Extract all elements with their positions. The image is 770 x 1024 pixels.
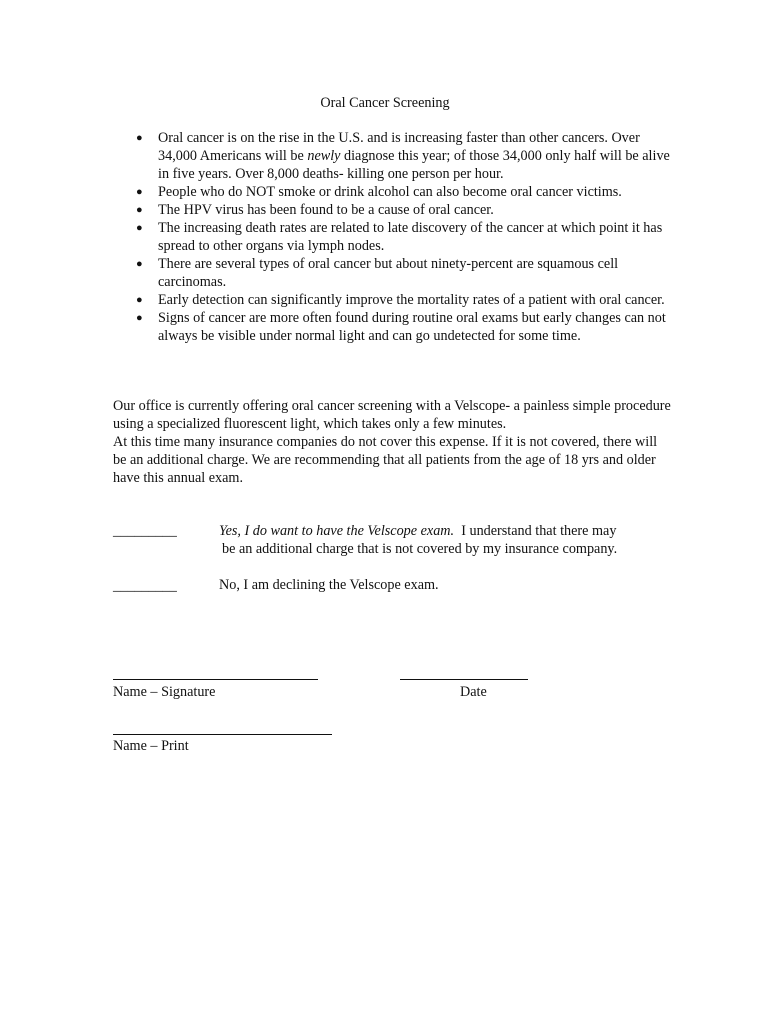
yes-initial-blank[interactable]: _________ — [113, 523, 177, 539]
bullet-text: The increasing death rates are related to late discovery of the cancer at which point it has spread to other organs via lymph nodes. — [158, 220, 663, 254]
bullet-text: diagnose this year; of those 34,000 only half will be alive in five years. Over 8,000 deaths- killing one person per hour. — [158, 148, 670, 182]
yes-rest-text: I understand that there may — [454, 523, 617, 539]
list-item — [136, 219, 670, 255]
bullet-text: Signs of cancer are more often found during routine oral exams but early changes can not always be visible under normal light and can go undetected for some time. — [158, 310, 666, 344]
list-item — [136, 291, 670, 309]
bullet-text: Oral cancer is on the rise in the U.S. and is increasing faster than other cancers. Over 34,000 Americans will be — [158, 130, 640, 164]
page-title: Oral Cancer Screening — [320, 95, 450, 111]
bullet-text: People who do NOT smoke or drink alcohol can also become oral cancer victims. — [158, 184, 622, 200]
yes-consent-text — [219, 522, 669, 558]
print-name-line[interactable] — [113, 734, 332, 735]
date-label: Date — [460, 684, 487, 700]
bullet-icon: ● — [136, 222, 143, 234]
yes-line-two: be an additional charge that is not covered by my insurance company. — [222, 541, 618, 557]
bullet-text: There are several types of oral cancer but about ninety-percent are squamous cell carcinomas. — [158, 256, 619, 290]
no-consent-text: No, I am declining the Velscope exam. — [219, 577, 439, 593]
list-item — [136, 129, 670, 183]
bullet-list — [136, 129, 670, 345]
emphasis-text: newly — [307, 148, 341, 164]
screening-paragraph — [113, 397, 673, 487]
list-item — [136, 309, 670, 345]
name-signature-label: Name – Signature — [113, 684, 216, 700]
list-item — [136, 201, 670, 219]
bullet-icon: ● — [136, 132, 143, 144]
bullet-icon: ● — [136, 294, 143, 306]
date-line[interactable] — [400, 679, 528, 680]
name-print-label: Name – Print — [113, 738, 189, 754]
bullet-icon: ● — [136, 258, 143, 270]
bullet-text: Early detection can significantly improve the mortality rates of a patient with oral cancer. — [158, 292, 665, 308]
bullet-text: The HPV virus has been found to be a cause of oral cancer. — [158, 202, 494, 218]
signature-line[interactable] — [113, 679, 318, 680]
list-item — [136, 255, 670, 291]
paragraph-line: Our office is currently offering oral cancer screening with a Velscope- a painless simple procedure using a specialized fluorescent light, which takes only a few minutes. — [113, 398, 671, 432]
bullet-icon: ● — [136, 204, 143, 216]
paragraph-line: At this time many insurance companies do not cover this expense. If it is not covered, there will be an additional charge. We are recommending that all patients from the age of 18 yrs and older have this annual exam. — [113, 434, 658, 486]
bullet-icon: ● — [136, 312, 143, 324]
no-initial-blank[interactable]: _________ — [113, 578, 177, 594]
yes-italic-text: Yes, I do want to have the Velscope exam. — [219, 523, 455, 539]
list-item — [136, 183, 670, 201]
bullet-icon: ● — [136, 186, 143, 198]
